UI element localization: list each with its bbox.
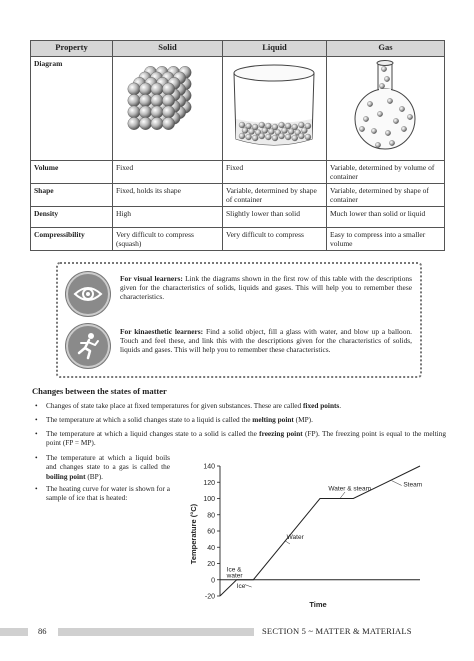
liquid-diagram-cell	[223, 57, 327, 161]
gas-particle	[381, 66, 386, 71]
y-tick-label: 60	[207, 528, 215, 536]
annotation-leader	[340, 492, 345, 499]
y-tick-label: 140	[203, 463, 215, 471]
footer-bar-middle	[58, 628, 254, 636]
bullet-bold: freezing point	[259, 429, 303, 438]
solid-particle	[162, 94, 174, 106]
liquid-particle	[298, 133, 304, 139]
y-tick-label: 120	[203, 479, 215, 487]
footer-section-label: SECTION 5 ~ MATTER & MATERIALS	[262, 626, 412, 636]
kinaesthetic-learners-text: Find a solid object, fill a glass with water, and blow up a balloon. Touch and feel these, and link this with the descriptions given for the characteristics of solids, liquids and gases. This will help you to remember these characteristics.	[120, 327, 412, 355]
liquid-beaker-image	[226, 59, 322, 151]
bullet-text: Changes of state take place at fixed temperatures for given substances. These are called	[46, 401, 303, 410]
bullet-freezing-point: • The temperature at which a liquid changes state to a solid is called the freezing point (FP). The freezing point is equal to the melting point (FP = MP).	[35, 429, 446, 448]
row-label-density: Density	[31, 207, 113, 228]
visual-learners-text: Link the diagrams shown in the first row of this table with the descriptions given for the characteristics of solids, liquids and gases. This will help you to remember these characteristics.	[120, 274, 412, 302]
liquid-particle	[265, 134, 271, 140]
table-row-diagram	[31, 57, 445, 161]
solid-diagram-cell	[113, 57, 223, 161]
liquid-particle	[288, 129, 294, 135]
bullet-melting-point: • The temperature at which a solid changes state to a liquid is called the melting point (MP).	[35, 415, 313, 424]
cell-volume-solid: Fixed	[113, 161, 223, 184]
solid-particle	[151, 117, 163, 129]
liquid-particle	[279, 122, 285, 128]
table-header-row	[31, 41, 445, 57]
liquid-particle	[259, 133, 265, 139]
solid-particle	[128, 94, 140, 106]
gas-particle	[393, 118, 398, 123]
cell-density-solid: High	[113, 207, 223, 228]
y-tick-label: 20	[207, 561, 215, 568]
section-heading: Changes between the states of matter	[32, 386, 167, 396]
cell-shape-solid: Fixed, holds its shape	[113, 184, 223, 207]
bullet-text: The temperature at which a liquid boils and changes state to a gas is called the	[46, 453, 170, 472]
liquid-particle	[279, 133, 285, 139]
solid-particle	[139, 83, 151, 95]
bullet-bold: fixed points	[302, 401, 340, 410]
y-tick-label: 0	[211, 577, 215, 585]
gas-particle	[375, 142, 380, 147]
cell-density-gas: Much lower than solid or liquid	[327, 207, 445, 228]
bullet-text: (BP).	[85, 471, 103, 481]
row-label-shape: Shape	[31, 184, 113, 207]
solid-particle	[162, 106, 174, 118]
gas-particle	[371, 128, 376, 133]
kinaesthetic-learners-tip	[120, 327, 412, 355]
states-properties-table	[30, 40, 445, 251]
liquid-particle	[292, 135, 298, 141]
gas-flask-image	[330, 59, 440, 151]
solid-particle	[162, 83, 174, 95]
table-row-shape	[31, 184, 445, 207]
heating-curve-chart	[184, 456, 434, 614]
page-number: 86	[38, 626, 47, 636]
liquid-particle	[305, 134, 311, 140]
liquid-particle	[301, 128, 307, 134]
bullet-fixed-points: • Changes of state take place at fixed temperatures for given substances. These are called fixed points.	[35, 401, 342, 410]
running-person-icon	[66, 324, 110, 368]
solid-particle	[139, 106, 151, 118]
heating-curve-line	[220, 466, 423, 596]
liquid-particle	[246, 134, 252, 140]
row-label-compressibility: Compressibility	[31, 228, 113, 251]
liquid-particle	[239, 122, 245, 128]
bullet-bold: melting point	[252, 415, 294, 424]
gas-particle	[363, 116, 368, 121]
y-tick-label: 100	[203, 496, 215, 503]
gas-particle	[377, 111, 382, 116]
cell-compressibility-solid: Very difficult to compress (squash)	[113, 228, 223, 251]
solid-particle	[151, 106, 163, 118]
annotation-leader	[392, 481, 402, 486]
bullet-bold: boiling point	[46, 471, 86, 481]
cell-volume-liquid: Fixed	[223, 161, 327, 184]
visual-learners-lead: For visual learners:	[120, 274, 183, 283]
eye-icon	[66, 272, 110, 316]
gas-particle	[389, 140, 394, 145]
bullet-boiling-point: • The temperature at which a liquid boils and changes state to a gas is called the boiling point (BP).	[35, 453, 170, 481]
bullet-text: (MP).	[293, 415, 313, 424]
liquid-particle	[259, 122, 265, 128]
solid-particles-image	[116, 59, 216, 151]
gas-particle	[359, 126, 364, 131]
solid-particle	[128, 83, 140, 95]
bullet-text: The temperature at which a liquid changes state to a solid is called the	[46, 429, 260, 438]
visual-learners-tip	[120, 274, 412, 302]
table-row-compressibility	[31, 228, 445, 251]
y-tick-label: 80	[207, 512, 215, 520]
solid-particle	[139, 94, 151, 106]
cell-density-liquid: Slightly lower than solid	[223, 207, 327, 228]
header-liquid: Liquid	[223, 41, 327, 57]
curve-annotation: Ice &	[226, 566, 242, 574]
annotation-leader	[285, 541, 290, 544]
liquid-particle	[252, 135, 258, 141]
gas-particle	[387, 98, 392, 103]
bullet-text: The temperature at which a solid changes state to a liquid is called the	[46, 415, 253, 424]
gas-particle	[367, 101, 372, 106]
bullet-text: The heating curve for water is shown for a sample of ice that is heated:	[46, 484, 171, 503]
row-label-diagram: Diagram	[31, 57, 113, 161]
annotation-leader	[245, 585, 252, 587]
gas-particle	[399, 106, 404, 111]
header-gas: Gas	[327, 41, 445, 57]
cell-shape-liquid: Variable, determined by shape of container	[223, 184, 327, 207]
liquid-particle	[262, 128, 268, 134]
liquid-particle	[249, 129, 255, 135]
header-solid: Solid	[113, 41, 223, 57]
y-tick-label: -20	[204, 593, 215, 601]
curve-annotation: water	[226, 572, 243, 580]
curve-annotation: Steam	[403, 481, 423, 489]
gas-diagram-cell	[327, 57, 445, 161]
bullet-text: .	[339, 401, 342, 410]
liquid-particle	[242, 128, 248, 134]
kinaesthetic-learners-lead: For kinaesthetic learners:	[120, 327, 204, 336]
y-axis-label: Temperature (°C)	[189, 503, 198, 565]
table-row-density	[31, 207, 445, 228]
footer-bar-left	[0, 628, 28, 636]
gas-particle	[385, 130, 390, 135]
table-row-volume	[31, 161, 445, 184]
solid-particle	[128, 106, 140, 118]
solid-particle	[162, 117, 174, 129]
bullet-heating-curve: • The heating curve for water is shown for a sample of ice that is heated:	[35, 484, 171, 503]
liquid-particle	[285, 134, 291, 140]
header-property: Property	[31, 41, 113, 57]
curve-annotation: Ice	[236, 582, 246, 590]
liquid-particle	[268, 129, 274, 135]
y-tick-label: 40	[207, 544, 215, 552]
cell-shape-gas: Variable, determined by shape of container	[327, 184, 445, 207]
bullet-text: (FP). The freezing point is equal to the melting point (FP = MP).	[46, 429, 446, 448]
gas-particle	[401, 126, 406, 131]
x-axis-label: Time	[309, 600, 327, 609]
solid-particle	[128, 117, 140, 129]
solid-particle	[151, 83, 163, 95]
liquid-particle	[272, 135, 278, 141]
row-label-volume: Volume	[31, 161, 113, 184]
curve-annotation: Water	[286, 534, 304, 542]
gas-particle	[384, 76, 389, 81]
solid-particle	[139, 117, 151, 129]
liquid-particle	[282, 128, 288, 134]
cell-compressibility-liquid: Very difficult to compress	[223, 228, 327, 251]
liquid-particle	[298, 122, 304, 128]
solid-particle	[151, 94, 163, 106]
gas-particle	[407, 114, 412, 119]
learning-tips-box	[56, 262, 422, 378]
cell-compressibility-gas: Easy to compress into a smaller volume	[327, 228, 445, 251]
liquid-particle	[239, 133, 245, 139]
cell-volume-gas: Variable, determined by volume of container	[327, 161, 445, 184]
curve-annotation: Water & steam	[328, 485, 372, 493]
gas-particle	[379, 83, 384, 88]
